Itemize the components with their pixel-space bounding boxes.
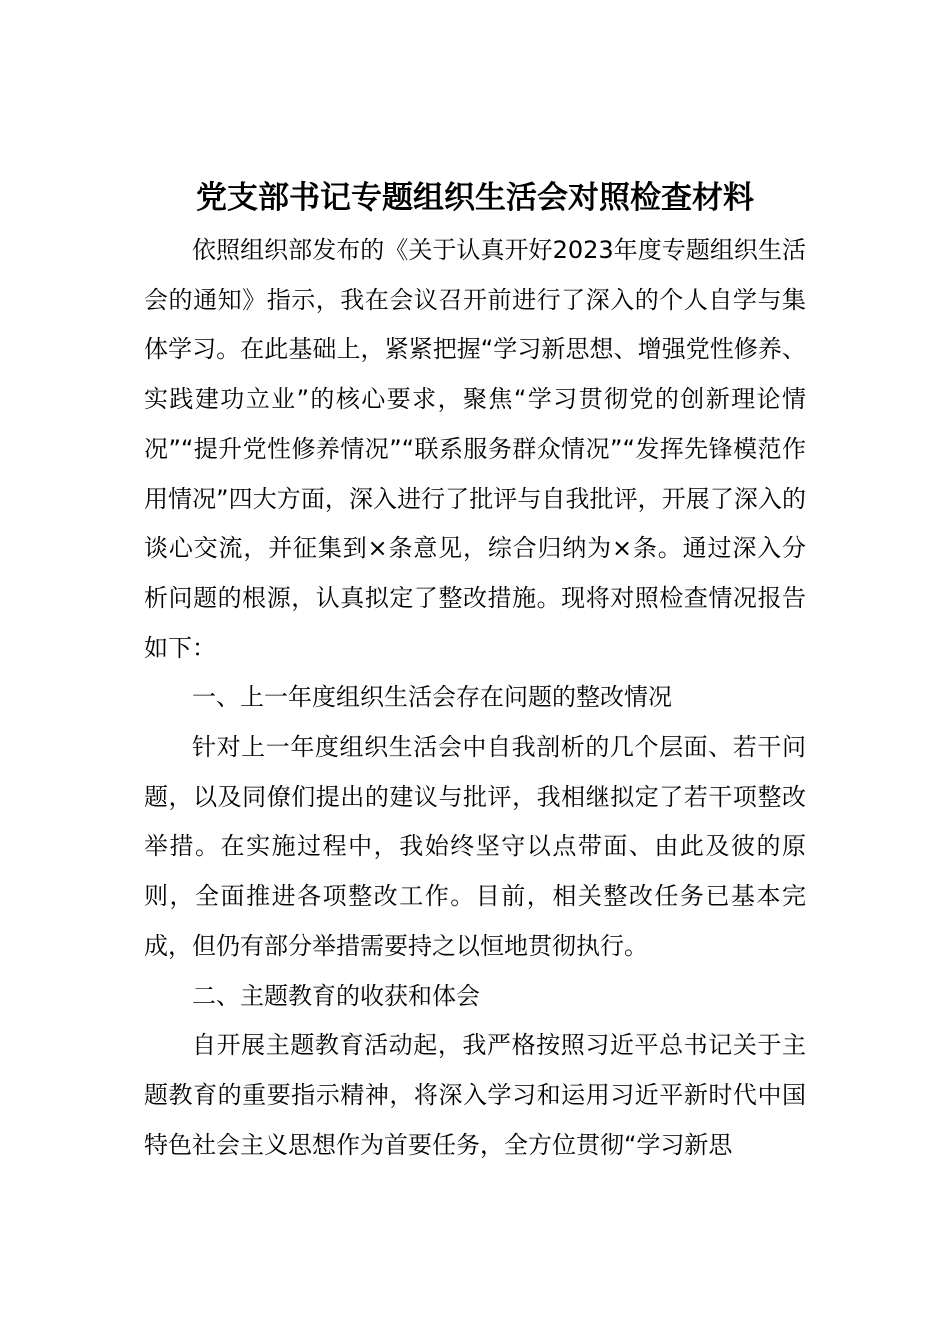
section-paragraph-1: 针对上一年度组织生活会中自我剖析的几个层面、若干问题，以及同僚们提出的建议与批评，我相继拟定了若干项整改举措。在实施过程中，我始终坚守以点带面、由此及彼的原则，全面推进各项整改工作。目前，相关整改任务已基本完成，但仍有部分举措需要持之以恒地贯彻执行。 xyxy=(144,733,806,960)
section-paragraph-2: 自开展主题教育活动起，我严格按照习近平总书记关于主题教育的重要指示精神，将深入学习和运用习近平新时代中国特色社会主义思想作为首要任务，全方位贯彻“学习新思 xyxy=(144,1031,806,1159)
section-heading-1: 一、上一年度组织生活会存在问题的整改情况 xyxy=(192,683,672,712)
section-heading-2: 二、主题教育的收获和体会 xyxy=(192,981,480,1010)
document-title: 党支部书记专题组织生活会对照检查材料 xyxy=(196,179,754,216)
document-body xyxy=(144,226,806,1170)
intro-paragraph: 依照组织部发布的《关于认真开好2023年度专题组织生活会的通知》指示，我在会议召开前进行了深入的个人自学与集体学习。在此基础上，紧紧把握“学习新思想、增强党性修养、实践建功立业”的核心要求，聚焦“学习贯彻党的创新理论情况”“提升党性修养情况”“联系服务群众情况”“发挥先锋模范作用情况”四大方面，深入进行了批评与自我批评，开展了深入的谈心交流，并征集到×条意见，综合归纳为×条。通过深入分析问题的根源，认真拟定了整改措施。现将对照检查情况报告如下： xyxy=(144,236,806,662)
